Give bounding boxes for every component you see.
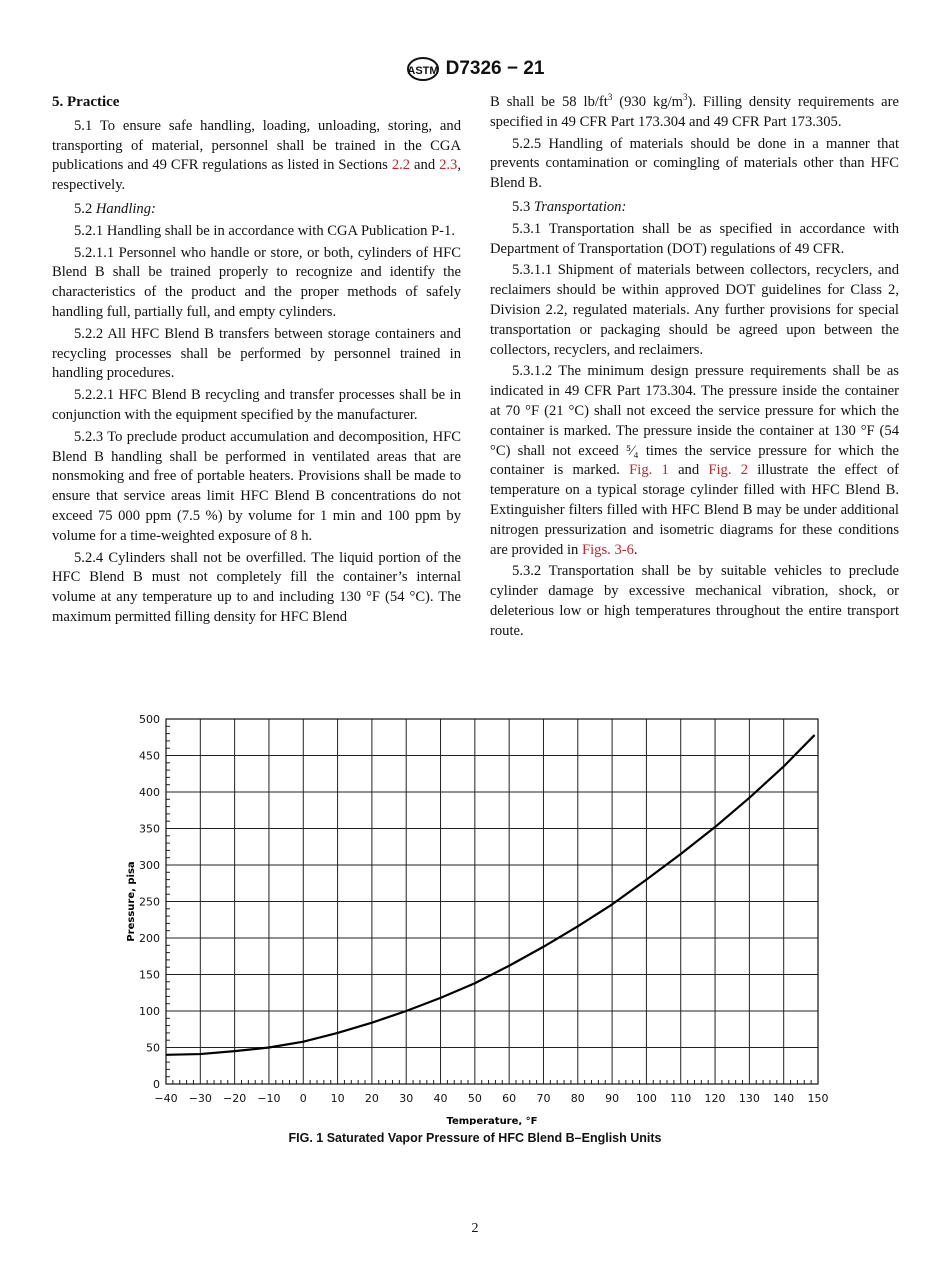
x-axis-label: Temperature, °F: [446, 1116, 538, 1125]
x-tick-label: 10: [330, 1092, 345, 1105]
text-run: Handling:: [95, 200, 156, 217]
text-run: 5.2.4 Cylinders shall not be overfilled. The liquid portion of the HFC Blend B must not completely fill the container’s internal volume at any temperature up to and including 130 °F (54 °C). The maximum permitted filling density for HFC Blend: [52, 549, 461, 625]
cross-reference-link[interactable]: Figs. 3-6: [582, 541, 634, 558]
paragraph: [52, 200, 461, 220]
x-tick-label: −30: [188, 1092, 212, 1105]
x-tick-label: 40: [433, 1092, 448, 1105]
x-tick-label: 140: [773, 1092, 795, 1105]
y-tick-label: 50: [146, 1041, 160, 1055]
y-tick-label: 400: [139, 786, 160, 799]
designation: D7326 − 21: [445, 58, 545, 79]
x-tick-label: 110: [670, 1092, 692, 1105]
y-tick-label: 300: [139, 859, 160, 872]
text-run: 5.2.2 All HFC Blend B transfers between storage containers and recycling processes shall be performed by personnel trained in handling procedures.: [52, 325, 461, 382]
x-tick-label: −20: [223, 1092, 247, 1105]
text-run: Transportation:: [533, 198, 627, 215]
paragraph: [490, 362, 899, 560]
x-tick-label: 150: [807, 1092, 829, 1105]
y-tick-label: 0: [153, 1078, 160, 1091]
x-tick-label: 100: [635, 1092, 657, 1105]
x-tick-label: 0: [299, 1092, 307, 1105]
paragraph: [490, 93, 899, 133]
text-run: .: [633, 541, 638, 558]
y-tick-label: 250: [139, 895, 160, 909]
x-tick-label: 70: [536, 1092, 551, 1105]
text-run: 5. Practice: [52, 94, 120, 110]
text-run: 5.3.1.2 The minimum design pressure requirements shall be as indicated in 49 CFR Part 173.304. The pressure inside the container at 70 °F (21 °C) shall not exceed the service pressure for which the container is marked. The pressure inside the container at 130 °F (54 °C) shall not exceed ⁵⁄₄ times the service pressure for which the container is marked.: [490, 363, 899, 479]
figure-caption: FIG. 1 Saturated Vapor Pressure of HFC Blend B–English Units: [288, 1131, 662, 1145]
text-run: , respectively.: [52, 157, 461, 194]
series-line: [166, 735, 815, 1055]
cross-reference-link[interactable]: 2.2: [391, 157, 411, 174]
paragraph: [52, 117, 461, 196]
page-number: 2: [471, 1221, 479, 1236]
text-run: illustrate the effect of temperature on a typical storage cylinder filled with HFC Blend B. Extinguisher filters filled with HFC Blend B may be under additional nitrogen pressurization and isometric diagrams for these conditions are provided in: [490, 462, 900, 558]
y-tick-label: 500: [139, 713, 160, 726]
x-tick-label: 30: [399, 1092, 414, 1105]
x-tick-label: 60: [502, 1092, 517, 1105]
paragraph: [52, 428, 461, 547]
text-run: 5.2.5 Handling of materials should be done in a manner that prevents contamination or comingling of materials other than HFC Blend B.: [490, 135, 899, 192]
x-tick-label: 120: [704, 1092, 726, 1105]
x-tick-label: −40: [154, 1092, 178, 1105]
paragraph: [490, 562, 899, 641]
text-run: 5.2: [74, 200, 96, 217]
paragraph: [52, 386, 461, 426]
text-run: 5.3.2 Transportation shall be by suitable vehicles to preclude cylinder damage by excessive mechanical vibration, shock, or deleterious low or high temperatures throughout the entire transport route.: [490, 563, 899, 639]
text-run: 5.3: [512, 198, 534, 215]
paragraph: [490, 198, 899, 218]
svg-text:ASTM: ASTM: [407, 65, 439, 77]
x-tick-label: 20: [364, 1092, 379, 1105]
cross-reference-link[interactable]: 2.3: [439, 157, 458, 174]
cross-reference-link[interactable]: Fig. 2: [708, 462, 749, 479]
text-run: ). Filling density requirements are specified in 49 CFR Part 173.304 and 49 CFR Part 173.305.: [490, 94, 899, 130]
y-tick-label: 100: [139, 1005, 160, 1018]
text-run: 5.1 To ensure safe handling, loading, unloading, storing, and transporting of material, personnel shall be trained in the CGA publications and 49 CFR regulations as listed in Sections: [52, 117, 461, 174]
paragraph: [490, 220, 899, 260]
text-run: 3: [607, 92, 613, 103]
paragraph: [52, 222, 461, 242]
page-header: [0, 56, 950, 82]
y-tick-label: 450: [139, 749, 160, 763]
x-tick-label: 90: [605, 1092, 620, 1105]
text-run: (930 kg/m: [612, 94, 684, 110]
text-run: and: [410, 157, 440, 174]
text-run: 5.2.3 To preclude product accumulation and decomposition, HFC Blend B handling shall be performed in ventilated areas that are nonsmoking and free of portable heaters. Provisions shall be made to ensure that service areas limit HFC Blend B concentrations do not exceed 75 000 ppm (7.5 %) by volume for 1 min and 100 ppm by volume for a time-weighted exposure of 8 h.: [52, 428, 461, 544]
paragraph: [490, 261, 899, 360]
text-run: 5.2.1 Handling shall be in accordance with CGA Publication P-1.: [74, 222, 455, 239]
x-tick-label: 80: [570, 1092, 585, 1105]
paragraph: [52, 244, 461, 323]
text-run: 5.3.1 Transportation shall be as specified in accordance with Department of Transportation (DOT) regulations of 49 CFR.: [490, 220, 899, 257]
text-run: 5.2.1.1 Personnel who handle or store, or both, cylinders of HFC Blend B shall be trained properly to recognize and identify the characteristics of the product and the proper methods of safely handling full, partially full, and empty cylinders.: [52, 244, 461, 320]
y-tick-label: 150: [139, 968, 160, 982]
paragraph: [490, 135, 899, 194]
text-run: 5.3.1.1 Shipment of materials between collectors, recyclers, and reclaimers should be within approved DOT guidelines for Class 2, Division 2.2, regulated materials. Any further provisions for special transportation or packaging should be agreed upon between the collectors, recyclers, and reclaimers.: [490, 262, 899, 358]
x-tick-label: −10: [257, 1092, 281, 1105]
right-column: [490, 93, 899, 644]
y-axis-label: Pressure, pisa: [126, 861, 137, 942]
text-run: and: [668, 462, 709, 479]
left-column: [52, 93, 461, 630]
text-run: 5.2.2.1 HFC Blend B recycling and transfer processes shall be in conjunction with the equipment specified by the manufacturer.: [52, 387, 461, 423]
text-run: 3: [683, 92, 688, 103]
section-heading: [52, 93, 461, 113]
paragraph: [52, 549, 461, 628]
vapor-pressure-chart: [110, 705, 840, 1125]
text-run: B shall be 58 lb/ft: [490, 94, 608, 110]
astm-logo-icon: [406, 56, 440, 82]
y-tick-label: 350: [139, 822, 160, 836]
paragraph: [52, 325, 461, 384]
x-tick-label: 130: [738, 1092, 760, 1105]
y-tick-label: 200: [139, 932, 160, 945]
x-tick-label: 50: [467, 1092, 482, 1105]
cross-reference-link[interactable]: Fig. 1: [629, 462, 669, 479]
